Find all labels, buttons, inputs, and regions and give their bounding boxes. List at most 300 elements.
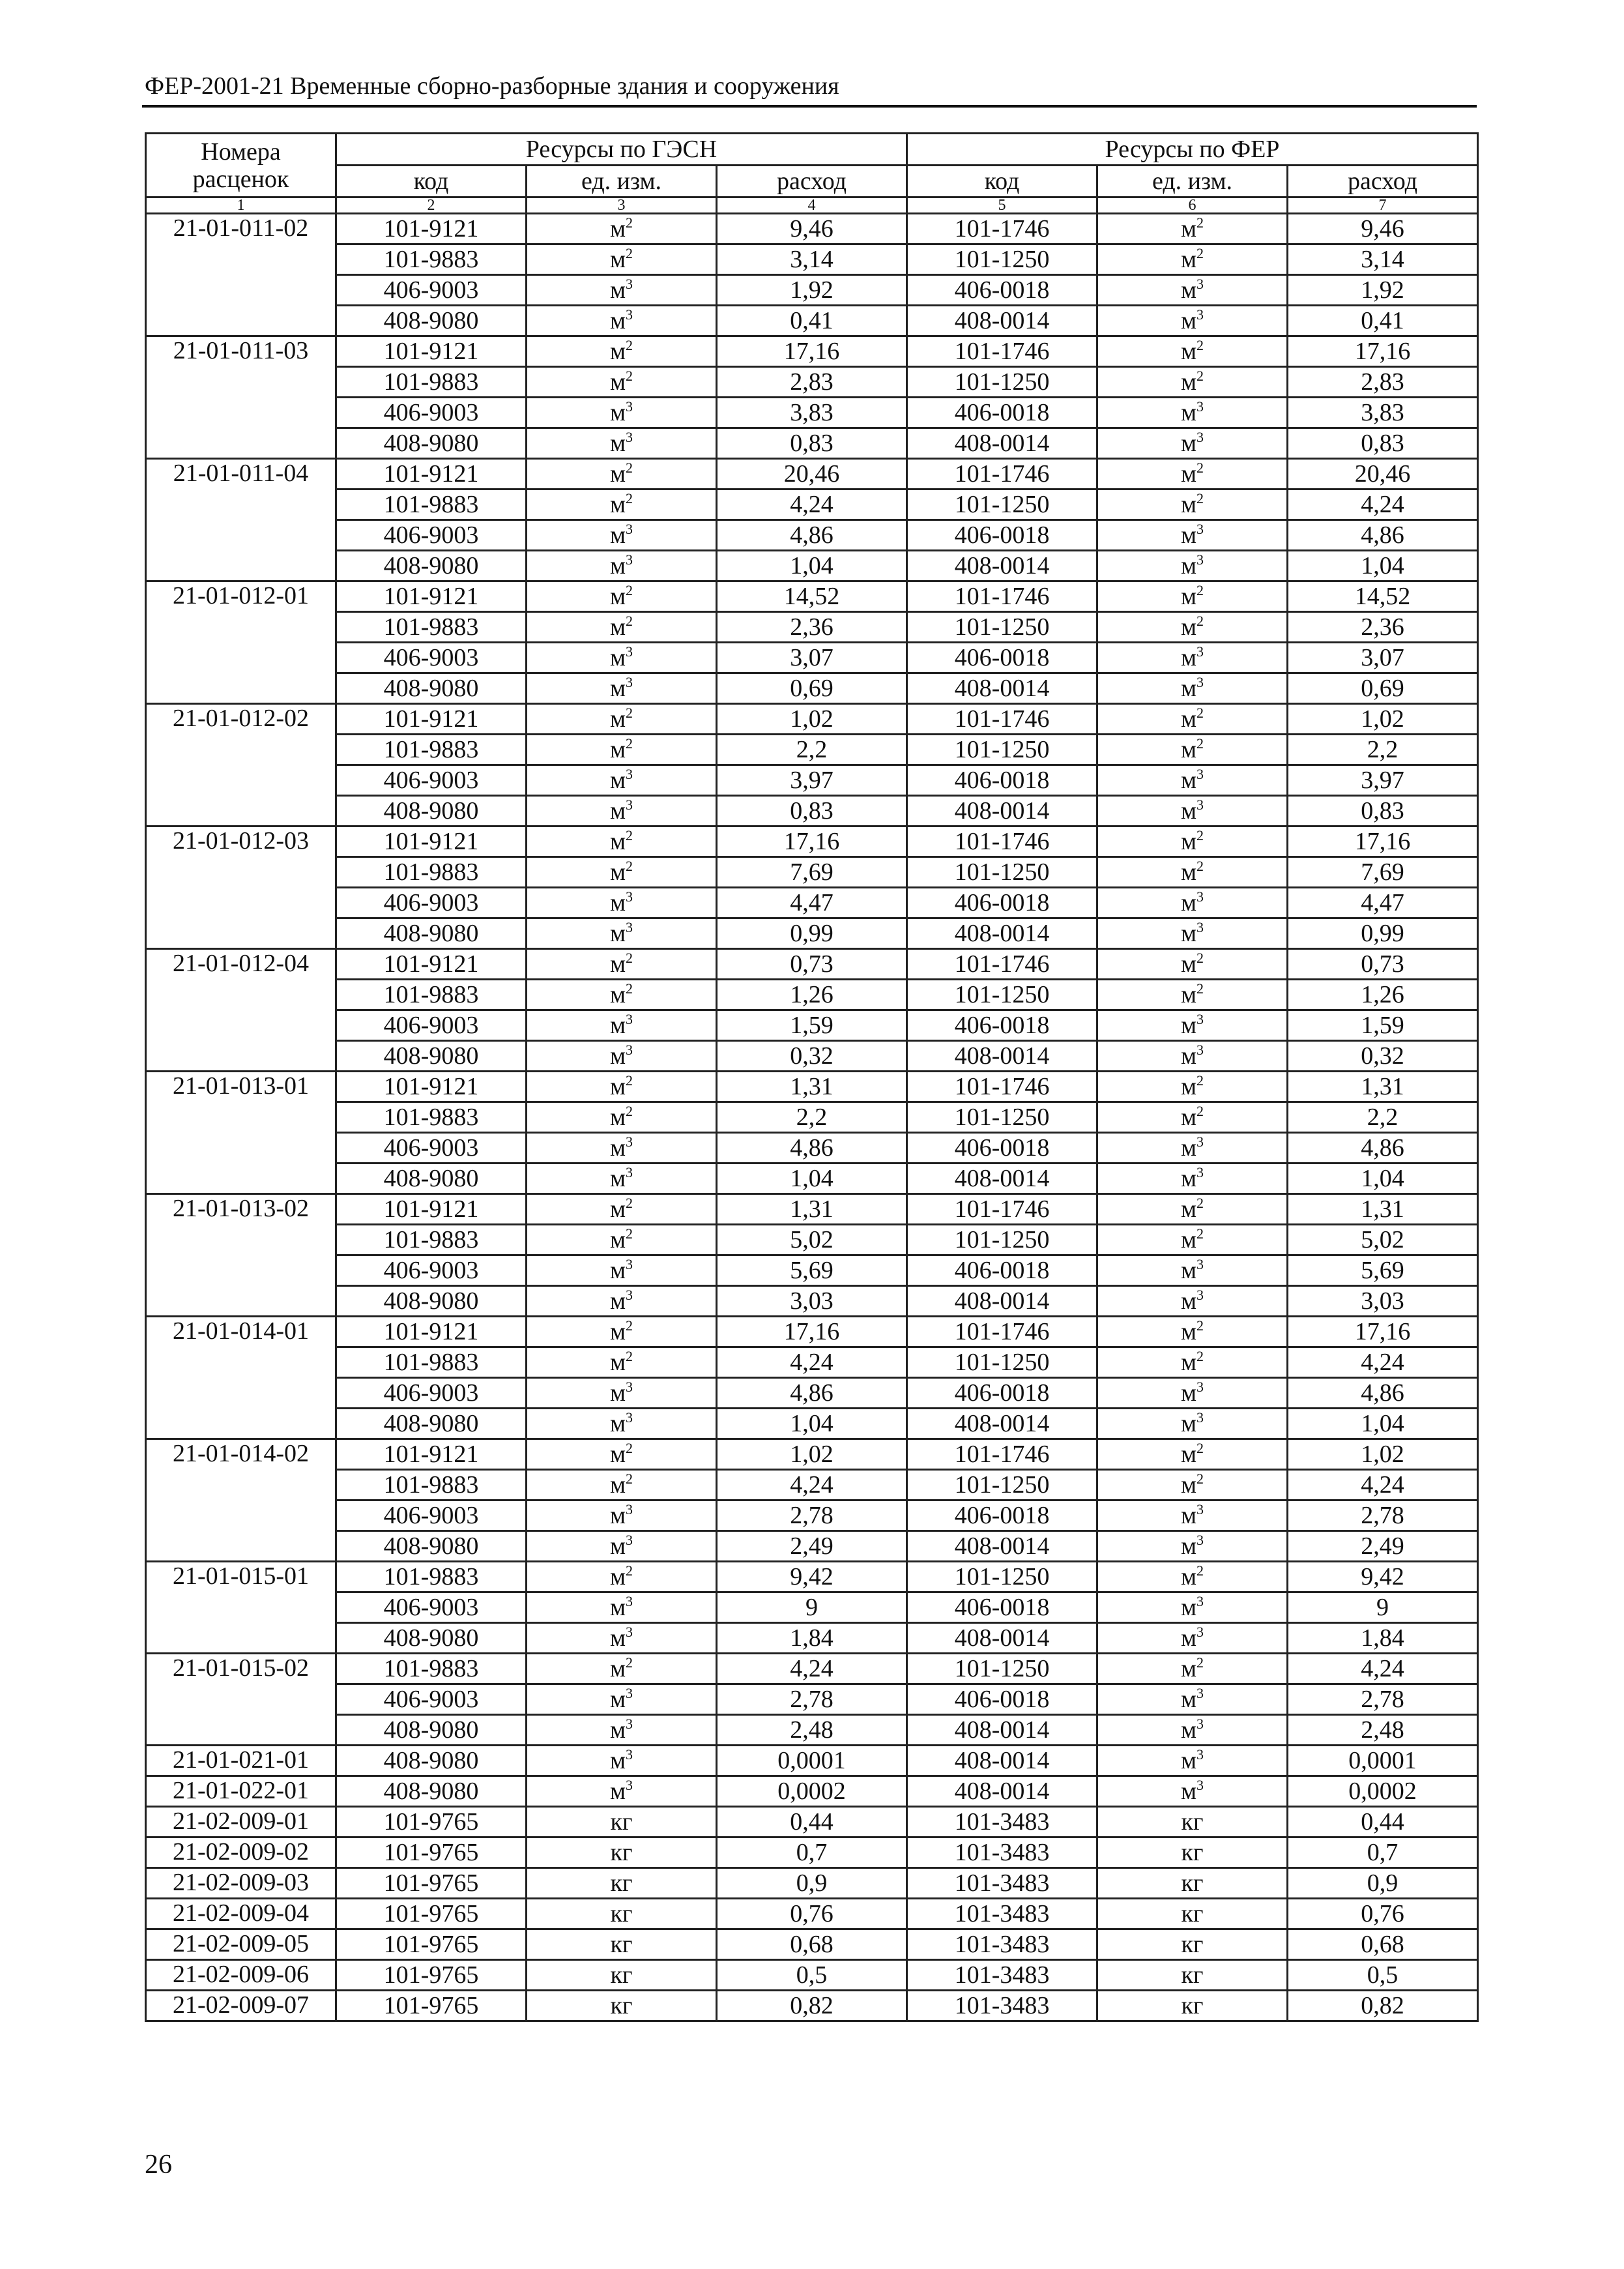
fer-unit-cell bbox=[1097, 827, 1288, 857]
table-row bbox=[146, 244, 1478, 275]
gesn-consumption-cell: 2,48 bbox=[717, 1715, 907, 1746]
fer-consumption-cell: 1,31 bbox=[1288, 1194, 1478, 1225]
unit-base: м bbox=[609, 1012, 626, 1039]
table-row bbox=[146, 1378, 1478, 1409]
unit-exponent: 3 bbox=[1196, 1685, 1204, 1701]
rate-numbers-header bbox=[146, 134, 336, 198]
gesn-unit-cell bbox=[527, 1072, 717, 1102]
table-row bbox=[146, 1807, 1478, 1837]
unit-exponent: 2 bbox=[626, 950, 633, 966]
fer-unit-cell bbox=[1097, 796, 1288, 827]
gesn-unit-cell bbox=[527, 367, 717, 398]
table-row bbox=[146, 1960, 1478, 1991]
table-body bbox=[146, 214, 1478, 2021]
unit-exponent: 3 bbox=[626, 276, 633, 292]
fer-code-cell: 101-1746 bbox=[907, 949, 1097, 980]
gesn-code-cell: 101-9765 bbox=[336, 1899, 527, 1929]
fer-consumption-cell: 3,83 bbox=[1288, 398, 1478, 428]
unit-exponent: 2 bbox=[626, 245, 633, 261]
gesn-code-cell: 408-9080 bbox=[336, 1164, 527, 1194]
gesn-consumption-cell: 3,07 bbox=[717, 643, 907, 673]
fer-unit-cell bbox=[1097, 490, 1288, 520]
unit-exponent: 3 bbox=[626, 643, 633, 660]
column-number: 4 bbox=[717, 198, 907, 214]
gesn-consumption-cell: 3,83 bbox=[717, 398, 907, 428]
gesn-unit-cell bbox=[527, 1041, 717, 1072]
unit-base: м bbox=[609, 460, 626, 488]
fer-code-cell: 408-0014 bbox=[907, 796, 1097, 827]
gesn-consumption-cell: 3,97 bbox=[717, 765, 907, 796]
fer-code-cell: 408-0014 bbox=[907, 1776, 1097, 1807]
fer-unit-cell bbox=[1097, 1684, 1288, 1715]
gesn-code-cell: 408-9080 bbox=[336, 1531, 527, 1562]
unit-base: м bbox=[609, 1624, 626, 1652]
table-row bbox=[146, 1562, 1478, 1592]
unit-base: м bbox=[609, 736, 626, 763]
gesn-consumption-cell: 0,9 bbox=[717, 1868, 907, 1899]
table-row bbox=[146, 1868, 1478, 1899]
fer-unit-cell bbox=[1097, 214, 1288, 244]
table-row bbox=[146, 765, 1478, 796]
fer-unit-cell bbox=[1097, 1225, 1288, 1255]
gesn-unit-cell bbox=[527, 918, 717, 949]
fer-unit-cell bbox=[1097, 673, 1288, 704]
unit-base: кг bbox=[1181, 1961, 1204, 1989]
gesn-consumption-cell: 17,16 bbox=[717, 827, 907, 857]
rate-number-cell: 21-01-012-04 bbox=[146, 949, 336, 1072]
fer-unit-cell bbox=[1097, 1654, 1288, 1684]
gesn-unit-cell bbox=[527, 1929, 717, 1960]
fer-unit-cell bbox=[1097, 581, 1288, 612]
fer-code-cell: 406-0018 bbox=[907, 398, 1097, 428]
fer-code-cell: 101-1746 bbox=[907, 459, 1097, 490]
gesn-unit-cell bbox=[527, 857, 717, 888]
unit-base: кг bbox=[610, 1869, 633, 1897]
unit-base: кг bbox=[610, 1931, 633, 1958]
fer-code-cell: 101-1746 bbox=[907, 1317, 1097, 1347]
rate-number-cell: 21-02-009-05 bbox=[146, 1929, 336, 1960]
unit-exponent: 3 bbox=[1196, 1746, 1204, 1763]
unit-base: м bbox=[609, 981, 626, 1008]
gesn-unit-cell bbox=[527, 581, 717, 612]
unit-exponent: 3 bbox=[626, 1011, 633, 1027]
gesn-consumption-cell: 0,0002 bbox=[717, 1776, 907, 1807]
gesn-code-cell: 408-9080 bbox=[336, 673, 527, 704]
fer-code-cell: 101-1250 bbox=[907, 490, 1097, 520]
fer-unit-cell bbox=[1097, 551, 1288, 581]
fer-consumption-cell: 1,02 bbox=[1288, 1439, 1478, 1470]
unit-base: м bbox=[609, 1042, 626, 1070]
column-number: 3 bbox=[527, 198, 717, 214]
table-row bbox=[146, 1837, 1478, 1868]
gesn-unit-cell bbox=[527, 1623, 717, 1654]
gesn-unit-cell bbox=[527, 612, 717, 643]
table-row bbox=[146, 1500, 1478, 1531]
gesn-unit-cell bbox=[527, 551, 717, 581]
rate-number-cell: 21-01-022-01 bbox=[146, 1776, 336, 1807]
unit-exponent: 3 bbox=[626, 1164, 633, 1180]
gesn-consumption-cell: 4,24 bbox=[717, 1347, 907, 1378]
gesn-consumption-cell: 0,32 bbox=[717, 1041, 907, 1072]
fer-unit-cell bbox=[1097, 1010, 1288, 1041]
unit-exponent: 3 bbox=[626, 1777, 633, 1793]
fer-code-cell: 406-0018 bbox=[907, 1684, 1097, 1715]
fer-code-cell: 101-1250 bbox=[907, 735, 1097, 765]
gesn-unit-cell bbox=[527, 1286, 717, 1317]
fer-unit-cell bbox=[1097, 1439, 1288, 1470]
unit-base: м bbox=[609, 1410, 626, 1437]
table-row bbox=[146, 1194, 1478, 1225]
fer-code-cell: 101-1746 bbox=[907, 336, 1097, 367]
unit-base: м bbox=[609, 1226, 626, 1253]
gesn-consumption-cell: 2,78 bbox=[717, 1684, 907, 1715]
unit-exponent: 3 bbox=[1196, 1042, 1204, 1058]
gesn-unit-cell bbox=[527, 1562, 717, 1592]
gesn-unit-cell bbox=[527, 643, 717, 673]
fer-unit-cell bbox=[1097, 1347, 1288, 1378]
fer-code-cell: 101-3483 bbox=[907, 1868, 1097, 1899]
fer-code-cell: 101-1746 bbox=[907, 1439, 1097, 1470]
fer-code-cell: 406-0018 bbox=[907, 275, 1097, 306]
gesn-code-cell: 406-9003 bbox=[336, 643, 527, 673]
gesn-unit-cell bbox=[527, 1347, 717, 1378]
gesn-unit-cell bbox=[527, 1164, 717, 1194]
gesn-code-cell: 101-9883 bbox=[336, 980, 527, 1010]
rate-numbers-header-line1: Номера bbox=[201, 138, 281, 166]
unit-exponent: 2 bbox=[1196, 950, 1204, 966]
unit-base: м bbox=[609, 1716, 626, 1744]
unit-exponent: 2 bbox=[1196, 980, 1204, 997]
fer-unit-cell bbox=[1097, 1929, 1288, 1960]
header-rule bbox=[142, 105, 1477, 108]
fer-code-cell: 101-1250 bbox=[907, 367, 1097, 398]
gesn-code-cell: 101-9765 bbox=[336, 1929, 527, 1960]
unit-base: м bbox=[1180, 1716, 1197, 1744]
gesn-consumption-cell: 1,26 bbox=[717, 980, 907, 1010]
unit-base: м bbox=[1180, 981, 1197, 1008]
fer-consumption-cell: 0,0001 bbox=[1288, 1746, 1478, 1776]
unit-exponent: 2 bbox=[1196, 1072, 1204, 1089]
unit-base: м bbox=[1180, 1134, 1197, 1162]
unit-base: м bbox=[609, 215, 626, 242]
unit-exponent: 3 bbox=[626, 766, 633, 782]
gesn-consumption-cell: 0,82 bbox=[717, 1991, 907, 2021]
fer-consumption-cell: 9 bbox=[1288, 1592, 1478, 1623]
table-row bbox=[146, 1623, 1478, 1654]
unit-base: м bbox=[609, 338, 626, 365]
unit-base: м bbox=[1180, 215, 1197, 242]
fer-unit-cell bbox=[1097, 244, 1288, 275]
unit-exponent: 3 bbox=[626, 398, 633, 415]
fer-consumption-cell: 0,44 bbox=[1288, 1807, 1478, 1837]
unit-exponent: 2 bbox=[1196, 1317, 1204, 1334]
fer-consumption-cell: 1,04 bbox=[1288, 1409, 1478, 1439]
fer-consumption-cell: 3,07 bbox=[1288, 643, 1478, 673]
gesn-unit-header: ед. изм. bbox=[527, 166, 717, 198]
unit-base: кг bbox=[1181, 1900, 1204, 1927]
gesn-consumption-cell: 0,41 bbox=[717, 306, 907, 336]
table-row bbox=[146, 275, 1478, 306]
unit-base: м bbox=[1180, 1778, 1197, 1805]
unit-base: м bbox=[609, 583, 626, 610]
unit-base: м bbox=[1180, 1318, 1197, 1345]
fer-unit-cell bbox=[1097, 918, 1288, 949]
unit-exponent: 3 bbox=[1196, 1501, 1204, 1517]
unit-base: м bbox=[1180, 1165, 1197, 1192]
unit-base: м bbox=[609, 1502, 626, 1529]
table-row bbox=[146, 1317, 1478, 1347]
fer-unit-cell bbox=[1097, 857, 1288, 888]
unit-base: м bbox=[609, 246, 626, 273]
fer-code-cell: 101-1250 bbox=[907, 1102, 1097, 1133]
unit-exponent: 3 bbox=[626, 1532, 633, 1548]
fer-consumption-cell: 2,48 bbox=[1288, 1715, 1478, 1746]
fer-code-cell: 406-0018 bbox=[907, 888, 1097, 918]
rate-number-cell: 21-01-012-03 bbox=[146, 827, 336, 949]
gesn-consumption-cell: 17,16 bbox=[717, 336, 907, 367]
unit-base: м bbox=[609, 797, 626, 825]
rate-number-cell: 21-02-009-03 bbox=[146, 1868, 336, 1899]
fer-consumption-cell: 1,26 bbox=[1288, 980, 1478, 1010]
rate-number-cell: 21-02-009-04 bbox=[146, 1899, 336, 1929]
unit-exponent: 3 bbox=[626, 888, 633, 905]
fer-unit-cell bbox=[1097, 520, 1288, 551]
gesn-unit-cell bbox=[527, 1654, 717, 1684]
unit-base: м bbox=[1180, 246, 1197, 273]
gesn-unit-cell bbox=[527, 1715, 717, 1746]
gesn-code-cell: 101-9121 bbox=[336, 1317, 527, 1347]
gesn-unit-cell bbox=[527, 949, 717, 980]
gesn-code-cell: 101-9121 bbox=[336, 214, 527, 244]
rate-number-cell: 21-01-011-02 bbox=[146, 214, 336, 336]
fer-unit-cell bbox=[1097, 1623, 1288, 1654]
gesn-unit-cell bbox=[527, 1133, 717, 1164]
fer-code-cell: 101-1250 bbox=[907, 1470, 1097, 1500]
unit-exponent: 2 bbox=[626, 214, 633, 231]
gesn-unit-cell bbox=[527, 704, 717, 735]
table-row bbox=[146, 1531, 1478, 1562]
fer-unit-cell bbox=[1097, 1807, 1288, 1837]
gesn-unit-cell bbox=[527, 490, 717, 520]
fer-unit-cell bbox=[1097, 1409, 1288, 1439]
gesn-unit-cell bbox=[527, 1225, 717, 1255]
table-row bbox=[146, 1010, 1478, 1041]
gesn-unit-cell bbox=[527, 244, 717, 275]
unit-exponent: 2 bbox=[1196, 337, 1204, 353]
unit-exponent: 3 bbox=[626, 1746, 633, 1763]
gesn-consumption-cell: 9,42 bbox=[717, 1562, 907, 1592]
fer-code-cell: 408-0014 bbox=[907, 1286, 1097, 1317]
unit-exponent: 3 bbox=[1196, 643, 1204, 660]
gesn-code-cell: 101-9121 bbox=[336, 1194, 527, 1225]
unit-exponent: 3 bbox=[1196, 1409, 1204, 1426]
fer-code-cell: 101-1746 bbox=[907, 214, 1097, 244]
gesn-code-cell: 101-9883 bbox=[336, 857, 527, 888]
unit-base: м bbox=[609, 828, 626, 855]
unit-exponent: 3 bbox=[626, 1501, 633, 1517]
unit-base: м bbox=[1180, 1226, 1197, 1253]
gesn-code-cell: 101-9121 bbox=[336, 1439, 527, 1470]
unit-exponent: 2 bbox=[1196, 1195, 1204, 1211]
table-row bbox=[146, 1225, 1478, 1255]
gesn-unit-cell bbox=[527, 1807, 717, 1837]
unit-base: м bbox=[609, 1318, 626, 1345]
unit-base: м bbox=[609, 1686, 626, 1713]
fer-code-header: код bbox=[907, 166, 1097, 198]
fer-consumption-cell: 0,83 bbox=[1288, 796, 1478, 827]
gesn-code-cell: 408-9080 bbox=[336, 1409, 527, 1439]
unit-base: м bbox=[609, 1349, 626, 1376]
fer-consumption-cell: 0,9 bbox=[1288, 1868, 1478, 1899]
unit-exponent: 2 bbox=[626, 1072, 633, 1089]
gesn-code-cell: 408-9080 bbox=[336, 1776, 527, 1807]
unit-base: м bbox=[1180, 1747, 1197, 1774]
unit-exponent: 3 bbox=[626, 1287, 633, 1303]
gesn-code-cell: 101-9121 bbox=[336, 459, 527, 490]
fer-unit-cell bbox=[1097, 336, 1288, 367]
fer-code-cell: 406-0018 bbox=[907, 520, 1097, 551]
unit-base: м bbox=[609, 368, 626, 396]
fer-code-cell: 101-3483 bbox=[907, 1899, 1097, 1929]
table-row bbox=[146, 1347, 1478, 1378]
unit-exponent: 2 bbox=[626, 858, 633, 874]
gesn-unit-cell bbox=[527, 888, 717, 918]
table-row bbox=[146, 1899, 1478, 1929]
unit-exponent: 2 bbox=[626, 1103, 633, 1119]
fer-unit-cell bbox=[1097, 1255, 1288, 1286]
fer-unit-cell bbox=[1097, 1102, 1288, 1133]
unit-exponent: 2 bbox=[1196, 1654, 1204, 1671]
unit-exponent: 3 bbox=[626, 1256, 633, 1272]
unit-base: м bbox=[609, 767, 626, 794]
unit-exponent: 2 bbox=[626, 368, 633, 384]
unit-base: м bbox=[609, 430, 626, 457]
fer-code-cell: 101-1746 bbox=[907, 827, 1097, 857]
fer-code-cell: 406-0018 bbox=[907, 1592, 1097, 1623]
fer-code-cell: 101-1250 bbox=[907, 1225, 1097, 1255]
unit-base: м bbox=[609, 399, 626, 426]
gesn-unit-cell bbox=[527, 1378, 717, 1409]
table-row bbox=[146, 428, 1478, 459]
fer-code-cell: 101-3483 bbox=[907, 1960, 1097, 1991]
gesn-consumption-cell: 1,04 bbox=[717, 551, 907, 581]
fer-consumption-cell: 1,04 bbox=[1288, 1164, 1478, 1194]
gesn-unit-cell bbox=[527, 1531, 717, 1562]
fer-consumption-cell: 0,68 bbox=[1288, 1929, 1478, 1960]
unit-exponent: 2 bbox=[1196, 735, 1204, 752]
fer-code-cell: 408-0014 bbox=[907, 918, 1097, 949]
gesn-code-cell: 406-9003 bbox=[336, 888, 527, 918]
gesn-code-cell: 101-9883 bbox=[336, 612, 527, 643]
table-row bbox=[146, 796, 1478, 827]
fer-unit-cell bbox=[1097, 1531, 1288, 1562]
fer-code-cell: 408-0014 bbox=[907, 1715, 1097, 1746]
fer-unit-cell bbox=[1097, 1746, 1288, 1776]
gesn-consumption-cell: 4,86 bbox=[717, 1378, 907, 1409]
fer-code-cell: 101-3483 bbox=[907, 1929, 1097, 1960]
fer-unit-cell bbox=[1097, 1776, 1288, 1807]
unit-base: кг bbox=[610, 1900, 633, 1927]
fer-consumption-cell: 17,16 bbox=[1288, 827, 1478, 857]
unit-base: м bbox=[609, 1134, 626, 1162]
gesn-code-cell: 406-9003 bbox=[336, 1010, 527, 1041]
table-row bbox=[146, 1409, 1478, 1439]
fer-consumption-cell: 1,31 bbox=[1288, 1072, 1478, 1102]
unit-base: м bbox=[1180, 276, 1197, 304]
fer-unit-cell bbox=[1097, 275, 1288, 306]
unit-exponent: 2 bbox=[1196, 1440, 1204, 1456]
fer-unit-cell bbox=[1097, 980, 1288, 1010]
fer-consumption-cell: 1,84 bbox=[1288, 1623, 1478, 1654]
unit-base: м bbox=[1180, 521, 1197, 549]
unit-base: м bbox=[1180, 889, 1197, 916]
rate-number-cell: 21-01-014-01 bbox=[146, 1317, 336, 1439]
gesn-unit-cell bbox=[527, 428, 717, 459]
gesn-consumption-cell: 4,47 bbox=[717, 888, 907, 918]
fer-consumption-cell: 0,0002 bbox=[1288, 1776, 1478, 1807]
gesn-consumption-cell: 0,83 bbox=[717, 428, 907, 459]
gesn-consumption-cell: 0,68 bbox=[717, 1929, 907, 1960]
header-row-columns bbox=[146, 166, 1478, 198]
fer-unit-cell bbox=[1097, 1133, 1288, 1164]
unit-exponent: 2 bbox=[626, 1348, 633, 1364]
unit-exponent: 2 bbox=[626, 490, 633, 506]
rate-number-cell: 21-02-009-06 bbox=[146, 1960, 336, 1991]
table-row bbox=[146, 643, 1478, 673]
unit-base: м bbox=[609, 276, 626, 304]
fer-unit-cell bbox=[1097, 1164, 1288, 1194]
table-row bbox=[146, 520, 1478, 551]
unit-base: м bbox=[1180, 1012, 1197, 1039]
unit-exponent: 3 bbox=[1196, 919, 1204, 935]
gesn-code-cell: 408-9080 bbox=[336, 918, 527, 949]
table-row bbox=[146, 827, 1478, 857]
gesn-consumption-cell: 2,36 bbox=[717, 612, 907, 643]
fer-consumption-cell: 17,16 bbox=[1288, 336, 1478, 367]
fer-unit-cell bbox=[1097, 459, 1288, 490]
table-row bbox=[146, 1133, 1478, 1164]
gesn-unit-cell bbox=[527, 275, 717, 306]
table-row bbox=[146, 490, 1478, 520]
table-row bbox=[146, 551, 1478, 581]
unit-base: м bbox=[609, 858, 626, 886]
gesn-consumption-cell: 1,02 bbox=[717, 1439, 907, 1470]
unit-exponent: 3 bbox=[1196, 429, 1204, 445]
gesn-unit-cell bbox=[527, 827, 717, 857]
page-number: 26 bbox=[145, 2150, 172, 2180]
gesn-consumption-cell: 0,73 bbox=[717, 949, 907, 980]
fer-consumption-cell: 4,86 bbox=[1288, 1378, 1478, 1409]
gesn-consumption-cell: 2,2 bbox=[717, 735, 907, 765]
gesn-consumption-cell: 2,2 bbox=[717, 1102, 907, 1133]
gesn-consumption-cell: 3,03 bbox=[717, 1286, 907, 1317]
gesn-code-cell: 406-9003 bbox=[336, 1255, 527, 1286]
table-row bbox=[146, 1991, 1478, 2021]
fer-consumption-cell: 1,59 bbox=[1288, 1010, 1478, 1041]
unit-base: м bbox=[609, 1594, 626, 1621]
gesn-code-cell: 101-9121 bbox=[336, 581, 527, 612]
gesn-unit-cell bbox=[527, 520, 717, 551]
unit-exponent: 2 bbox=[626, 613, 633, 629]
unit-exponent: 3 bbox=[1196, 1011, 1204, 1027]
gesn-code-cell: 408-9080 bbox=[336, 1286, 527, 1317]
gesn-group-header: Ресурсы по ГЭСН bbox=[336, 134, 907, 166]
gesn-code-cell: 101-9765 bbox=[336, 1837, 527, 1868]
gesn-unit-cell bbox=[527, 980, 717, 1010]
gesn-consumption-cell: 0,83 bbox=[717, 796, 907, 827]
unit-base: м bbox=[609, 920, 626, 947]
unit-base: м bbox=[1180, 613, 1197, 641]
